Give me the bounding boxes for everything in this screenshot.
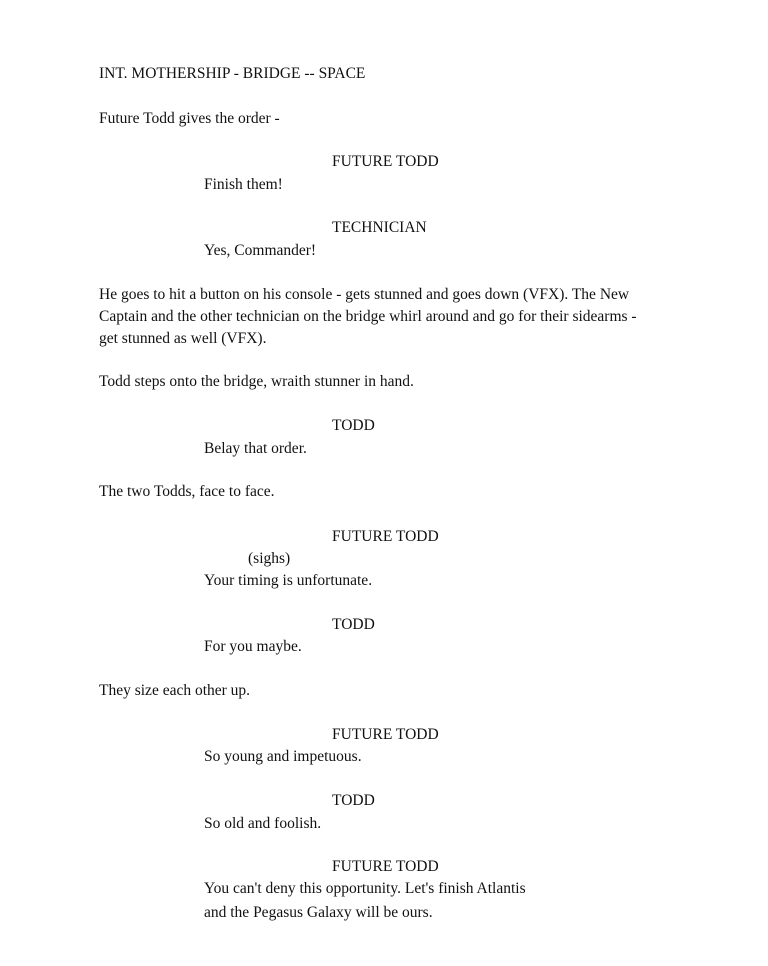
action-line: get stunned as well (VFX). xyxy=(99,330,267,347)
character-name: FUTURE TODD xyxy=(332,153,439,170)
character-name: FUTURE TODD xyxy=(332,726,439,743)
action-line: Future Todd gives the order - xyxy=(99,110,280,127)
dialogue-line: You can't deny this opportunity. Let's finish Atlantis xyxy=(204,880,526,897)
dialogue-line: Belay that order. xyxy=(204,440,307,457)
action-line: Todd steps onto the bridge, wraith stunner in hand. xyxy=(99,373,414,390)
dialogue-line: For you maybe. xyxy=(204,638,302,655)
character-name: TODD xyxy=(332,792,375,809)
action-line: They size each other up. xyxy=(99,682,251,699)
character-name: FUTURE TODD xyxy=(332,528,439,545)
character-name: TECHNICIAN xyxy=(332,219,427,236)
dialogue-line: Finish them! xyxy=(204,176,283,193)
dialogue-line: So young and impetuous. xyxy=(204,748,362,765)
character-name: FUTURE TODD xyxy=(332,858,439,875)
dialogue-line: and the Pegasus Galaxy will be ours. xyxy=(204,904,433,921)
action-line: The two Todds, face to face. xyxy=(99,483,275,500)
parenthetical: (sighs) xyxy=(248,550,291,567)
character-name: TODD xyxy=(332,417,375,434)
dialogue-line: Yes, Commander! xyxy=(204,242,317,259)
character-name: TODD xyxy=(332,616,375,633)
dialogue-line: So old and foolish. xyxy=(204,815,322,832)
action-line: Captain and the other technician on the bridge whirl around and go for their sidearms - xyxy=(99,308,637,325)
scene-heading: INT. MOTHERSHIP - BRIDGE -- SPACE xyxy=(99,65,366,82)
dialogue-line: Your timing is unfortunate. xyxy=(204,572,373,589)
action-line: He goes to hit a button on his console - gets stunned and goes down (VFX). The New xyxy=(99,286,630,303)
